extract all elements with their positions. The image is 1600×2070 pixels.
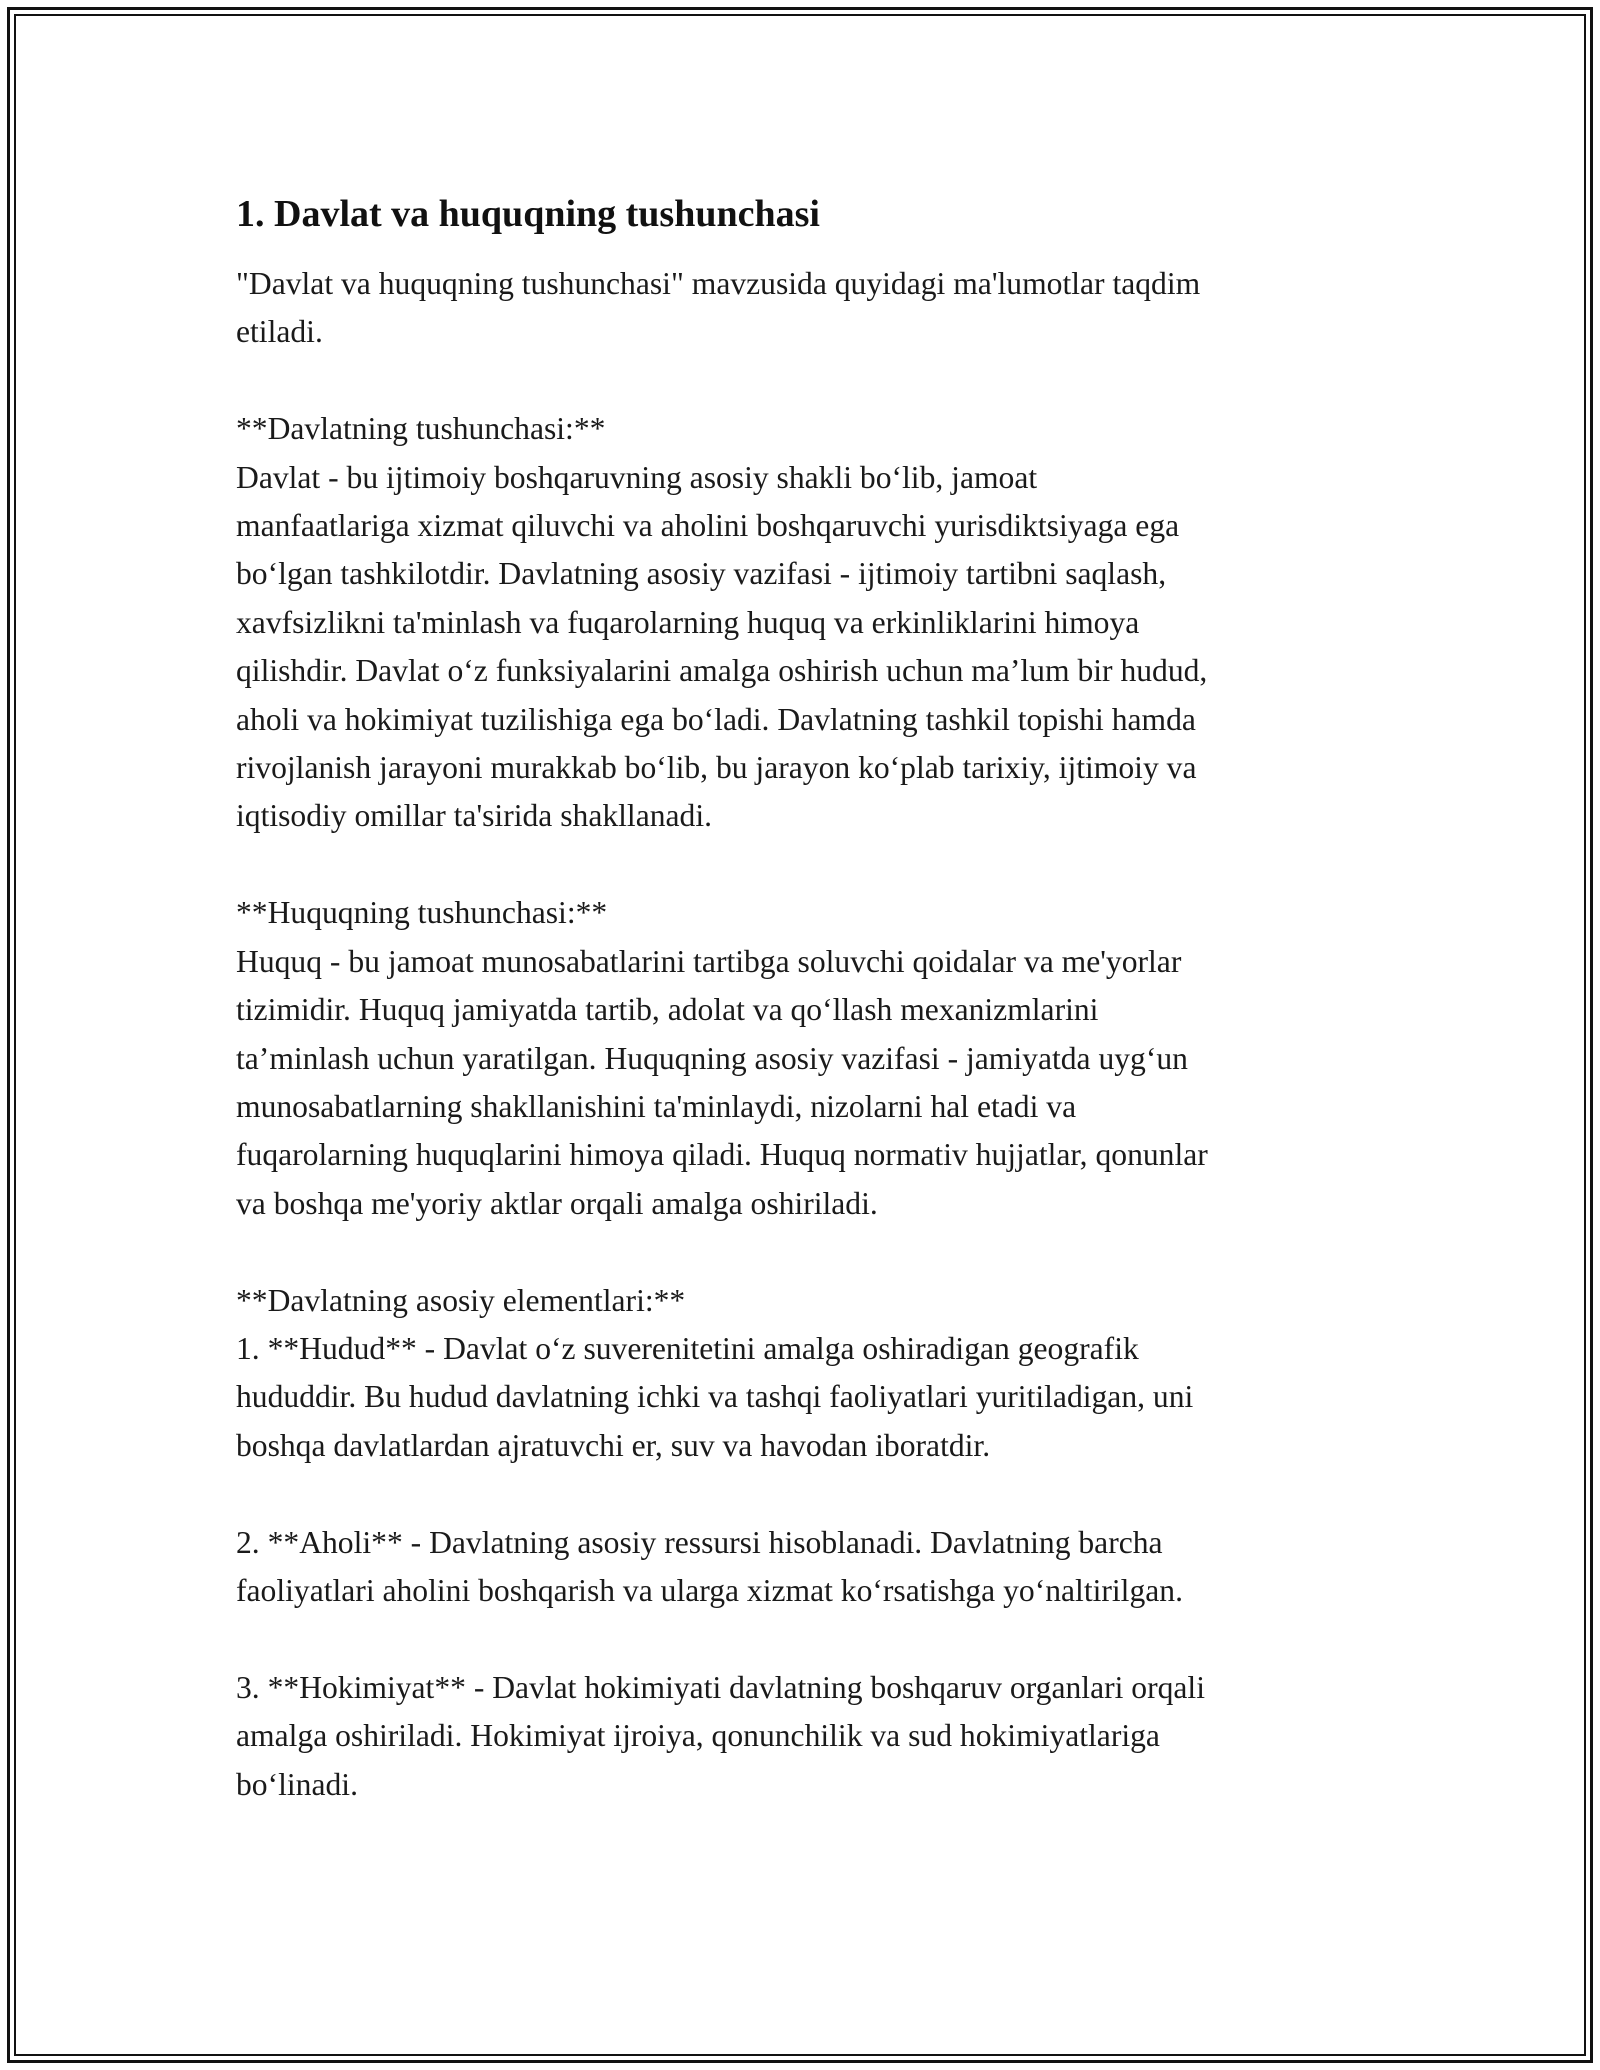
list-item-aholi: 2. **Aholi** - Davlatning asosiy ressursi hisoblanadi. Davlatning barcha faoliyatlari aholini boshqarish va ularga xizmat ko‘rsatishga yo‘naltirilgan. (236, 1524, 1183, 1608)
blank-line (236, 1470, 1371, 1518)
section-text-davlat: Davlat - bu ijtimoiy boshqaruvning asosiy shakli bo‘lib, jamoat manfaatlariga xizmat qiluvchi va aholini boshqaruvchi yurisdiktsiyaga ega bo‘lgan tashkilotdir. Davlatning asosiy vazifasi - ijtimoiy tartibni saqlash, xavfsizlikni ta'minlash va fuqarolarning huquq va erkinliklarini himoya qilishdir. Davlat o‘z funksiyalarini amalga oshirish uchun ma’lum bir hudud, aholi va hokimiyat tuzilishiga ega bo‘ladi. Davlatning tashkil topishi hamda rivojlanish jarayoni murakkab bo‘lib, bu jarayon ko‘plab tarixiy, ijtimoiy va iqtisodiy omillar ta'sirida shakllanadi. (236, 459, 1208, 834)
section-heading-elementlar: **Davlatning asosiy elementlari:** (236, 1282, 686, 1318)
blank-line (236, 1228, 1371, 1276)
blank-line (236, 841, 1371, 889)
list-item-hudud: 1. **Hudud** - Davlat o‘z suverenitetini amalga oshiradigan geografik hududdir. Bu hudud davlatning ichki va tashqi faoliyatlari yuritiladigan, uni boshqa davlatlardan ajratuvchi er, suv va havodan iboratdir. (236, 1330, 1194, 1463)
section-text-huquq: Huquq - bu jamoat munosabatlarini tartibga soluvchi qoidalar va me'yorlar tizimidir. Huquq jamiyatda tartib, adolat va qo‘llash mexanizmlarini ta’minlash uchun yaratilgan. Huquqning asosiy vazifasi - jamiyatda uyg‘un munosabatlarning shakllanishini ta'minlaydi, nizolarni hal etadi va fuqarolarning huquqlarini himoya qiladi. Huquq normativ hujjatlar, qonunlar va boshqa me'yoriy aktlar orqali amalga oshiriladi. (236, 943, 1208, 1221)
blank-line (236, 357, 1371, 405)
list-item-hokimiyat: 3. **Hokimiyat** - Davlat hokimiyati davlatning boshqaruv organlari orqali amalga oshiriladi. Hokimiyat ijroiya, qonunchilik va sud hokimiyatlariga bo‘linadi. (236, 1669, 1205, 1802)
document-page (236, 186, 1371, 1809)
section-heading-huquq: **Huquqning tushunchasi:** (236, 895, 608, 931)
document-title: 1. Davlat va huquqning tushunchasi (236, 193, 820, 235)
blank-line (236, 1615, 1371, 1663)
intro-paragraph: "Davlat va huquqning tushunchasi" mavzusida quyidagi ma'lumotlar taqdim etiladi. (236, 266, 1201, 350)
section-heading-davlat: **Davlatning tushunchasi:** (236, 411, 606, 447)
